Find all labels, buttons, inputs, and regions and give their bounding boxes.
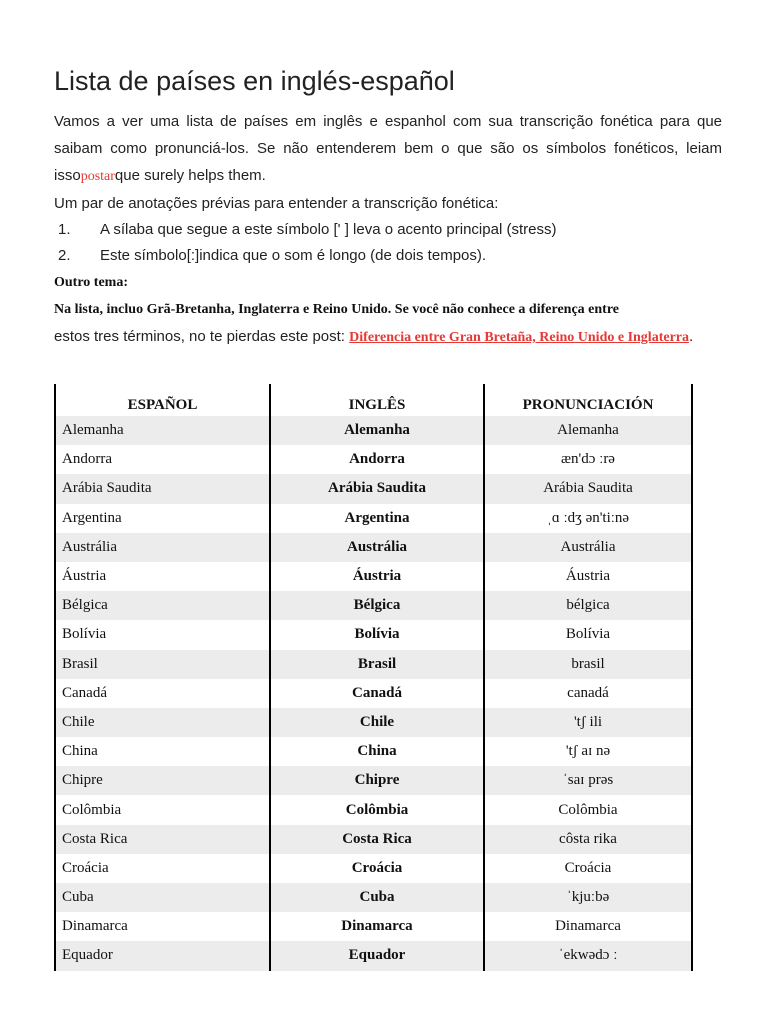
cell-pronunciacion: 'tʃ ili — [484, 708, 692, 737]
other-topic-prefix: estos tres términos, no te pierdas este post: — [54, 328, 350, 345]
table-row — [55, 825, 692, 854]
cell-ingles: China — [270, 737, 484, 766]
cell-pronunciacion: Austrália — [484, 533, 692, 562]
other-topic-link-line — [54, 323, 734, 351]
cell-espanol: Costa Rica — [55, 825, 270, 854]
cell-espanol: Bélgica — [55, 591, 270, 620]
cell-espanol: Chile — [55, 708, 270, 737]
list-item — [54, 217, 734, 243]
list-number: 1. — [58, 221, 71, 238]
table-row — [55, 708, 692, 737]
other-topic-heading: Outro tema: — [54, 275, 128, 290]
cell-pronunciacion: brasil — [484, 650, 692, 679]
cell-ingles: Croácia — [270, 854, 484, 883]
cell-espanol: Equador — [55, 941, 270, 970]
cell-pronunciacion: ˈkjuːbə — [484, 883, 692, 912]
cell-pronunciacion: canadá — [484, 679, 692, 708]
cell-espanol: Andorra — [55, 445, 270, 474]
table-header-row — [55, 384, 692, 416]
header-ingles: INGLÊS — [270, 384, 484, 416]
table-row — [55, 854, 692, 883]
cell-ingles: Arábia Saudita — [270, 474, 484, 503]
document-body — [54, 64, 734, 351]
cell-pronunciacion: ˌɑ ːdʒ ən'tiːnə — [484, 504, 692, 533]
cell-pronunciacion: bélgica — [484, 591, 692, 620]
header-pronunciacion: PRONUNCIACIÓN — [484, 384, 692, 416]
cell-ingles: Chipre — [270, 766, 484, 795]
cell-pronunciacion: Bolívia — [484, 620, 692, 649]
table-row — [55, 795, 692, 824]
postar-link[interactable]: postar — [80, 169, 115, 184]
table-row — [55, 620, 692, 649]
cell-pronunciacion: Colômbia — [484, 795, 692, 824]
cell-ingles: Colômbia — [270, 795, 484, 824]
cell-ingles: Dinamarca — [270, 912, 484, 941]
cell-ingles: Canadá — [270, 679, 484, 708]
countries-table — [54, 384, 693, 971]
cell-ingles: Andorra — [270, 445, 484, 474]
table-row — [55, 737, 692, 766]
other-topic-line: Na lista, incluo Grã-Bretanha, Inglaterra e Reino Unido. Se você não conhece a diferença entre — [54, 302, 619, 317]
cell-ingles: Alemanha — [270, 416, 484, 445]
cell-pronunciacion: Áustria — [484, 562, 692, 591]
cell-espanol: Dinamarca — [55, 912, 270, 941]
cell-ingles: Áustria — [270, 562, 484, 591]
cell-pronunciacion: Dinamarca — [484, 912, 692, 941]
cell-espanol: Alemanha — [55, 416, 270, 445]
table-row — [55, 650, 692, 679]
table-row — [55, 416, 692, 445]
page-title: Lista de países en inglés-español — [54, 66, 455, 96]
cell-pronunciacion: ˈsaɪ prəs — [484, 766, 692, 795]
cell-espanol: China — [55, 737, 270, 766]
cell-espanol: Argentina — [55, 504, 270, 533]
cell-espanol: Colômbia — [55, 795, 270, 824]
table-row — [55, 504, 692, 533]
table-row — [55, 474, 692, 503]
cell-pronunciacion: Croácia — [484, 854, 692, 883]
list-text: A sílaba que segue a este símbolo [' ] leva o acento principal (stress) — [100, 221, 557, 238]
cell-ingles: Equador — [270, 941, 484, 970]
table-body — [55, 416, 692, 971]
cell-pronunciacion: ˈekwədɔ ː — [484, 941, 692, 970]
cell-espanol: Bolívia — [55, 620, 270, 649]
table-row — [55, 883, 692, 912]
list-number: 2. — [58, 247, 71, 264]
table-row — [55, 679, 692, 708]
cell-ingles: Argentina — [270, 504, 484, 533]
notes-intro: Um par de anotações prévias para entender a transcrição fonética: — [54, 195, 499, 212]
diferencia-post-link[interactable]: Diferencia entre Gran Bretaña, Reino Unido e Inglaterra — [349, 330, 689, 345]
cell-pronunciacion: Arábia Saudita — [484, 474, 692, 503]
cell-ingles: Brasil — [270, 650, 484, 679]
table-row — [55, 533, 692, 562]
cell-ingles: Cuba — [270, 883, 484, 912]
cell-ingles: Bélgica — [270, 591, 484, 620]
cell-ingles: Austrália — [270, 533, 484, 562]
notes-list — [54, 217, 734, 269]
header-espanol: ESPAÑOL — [55, 384, 270, 416]
cell-pronunciacion: côsta rika — [484, 825, 692, 854]
table-row — [55, 562, 692, 591]
cell-espanol: Austrália — [55, 533, 270, 562]
cell-ingles: Chile — [270, 708, 484, 737]
cell-espanol: Brasil — [55, 650, 270, 679]
cell-pronunciacion: Alemanha — [484, 416, 692, 445]
table-row — [55, 912, 692, 941]
other-topic-suffix: . — [689, 328, 694, 345]
table-row — [55, 591, 692, 620]
intro-section — [54, 108, 722, 217]
cell-espanol: Chipre — [55, 766, 270, 795]
cell-ingles: Costa Rica — [270, 825, 484, 854]
table-row — [55, 445, 692, 474]
intro-tail: que surely helps them. — [114, 167, 266, 184]
table-row — [55, 766, 692, 795]
intro-text: Vamos a ver uma lista de países em inglês e espanhol com sua transcrição fonética para que saibam como pronunciá-los. Se não entenderem bem o que são os símbolos fonéticos, leiam isso — [54, 113, 722, 184]
table-row — [55, 941, 692, 970]
cell-espanol: Cuba — [55, 883, 270, 912]
cell-espanol: Canadá — [55, 679, 270, 708]
cell-espanol: Áustria — [55, 562, 270, 591]
cell-pronunciacion: æn'dɔ ːrə — [484, 445, 692, 474]
list-item — [54, 243, 734, 269]
cell-pronunciacion: 'tʃ aɪ nə — [484, 737, 692, 766]
list-text: Este símbolo[:]indica que o som é longo (de dois tempos). — [100, 247, 487, 264]
intro-paragraph — [54, 108, 722, 190]
cell-espanol: Croácia — [55, 854, 270, 883]
cell-espanol: Arábia Saudita — [55, 474, 270, 503]
cell-ingles: Bolívia — [270, 620, 484, 649]
